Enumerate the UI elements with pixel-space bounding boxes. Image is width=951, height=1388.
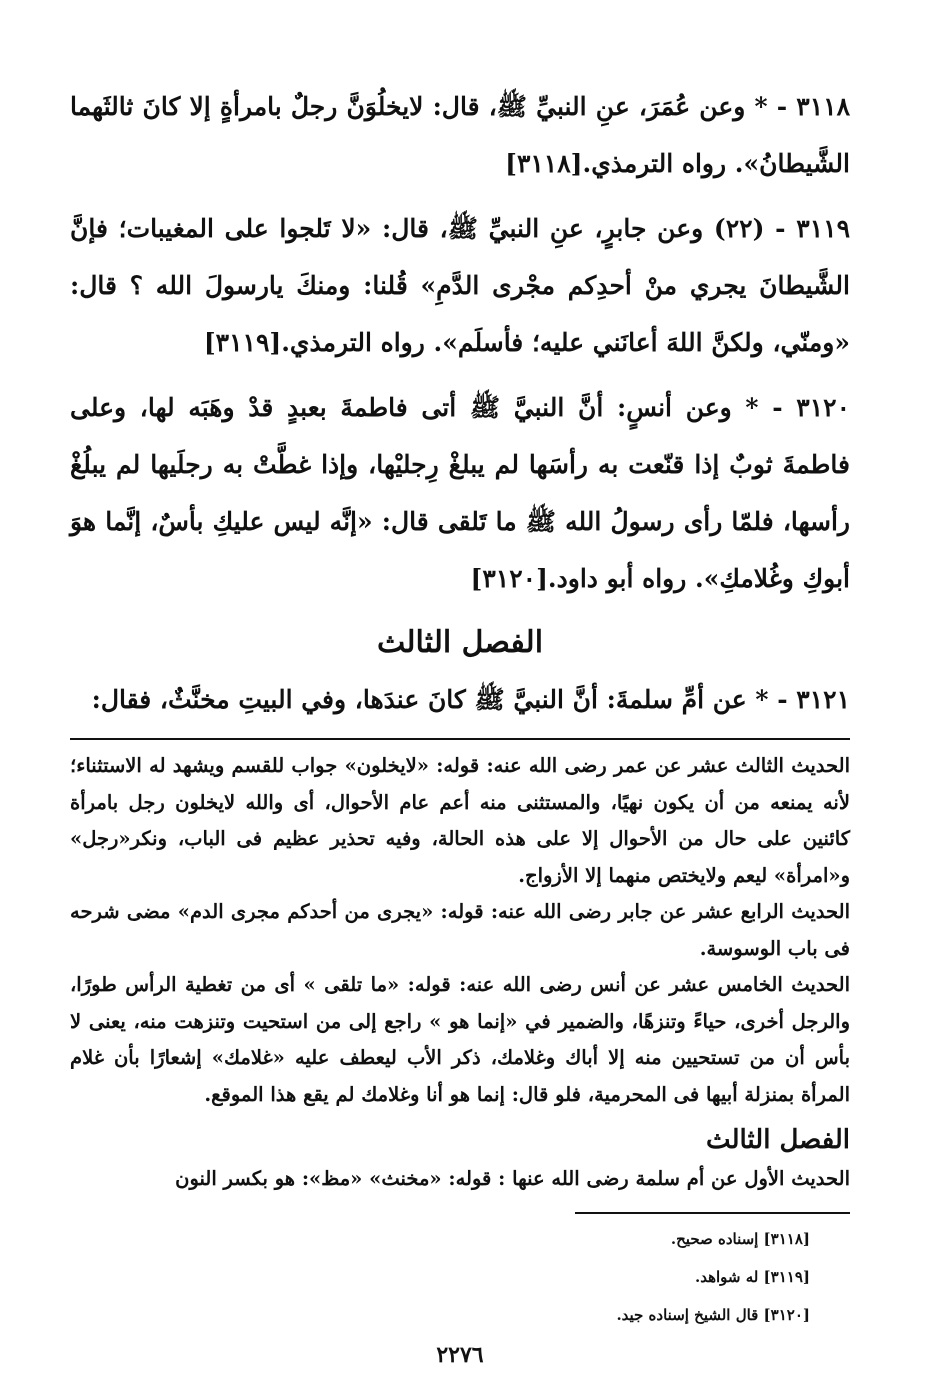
hadith-3119: ٣١١٩ - (٢٢) وعن جابرٍ، عنِ النبيِّ ﷺ، قال: «لا تَلجوا على المغيبات؛ فإنَّ الشَّيطانَ يجري منْ أحدِكم مجْرى الدَّمِ» قُلنا: ومنكَ يارسولَ الله ؟ قال: «ومنّي، ولكنَّ اللهَ أعانَني عليه؛ فأسلَم». رواه الترمذي.[٣١١٩] bbox=[70, 214, 850, 357]
section-title: الفصل الثالث bbox=[376, 625, 544, 660]
footnote-3118: [٣١١٨] إسناده صحيح. bbox=[670, 1229, 810, 1248]
footnote-divider bbox=[575, 1212, 850, 1214]
commentary-first: الحديث الأول عن أم سلمة رضى الله عنها : قوله: «مخنث» «مظ»: هو بكسر النون bbox=[175, 1167, 850, 1190]
commentary-13: الحديث الثالث عشر عن عمر رضى الله عنه: قوله: «لايخلون» جواب للقسم ويشهد له الاستثناء؛ لأنه يمنعه من أن يكون نهيًا، والمستثنى منه أعم عام الأحوال، أى والله لايخلون رجل بامرأة كائنين على حال من الأحوال إلا على هذه الحالة، وفيه تحذير عظيم فى الباب، ونكر«رجل» و«امرأة» ليعم ولايختص منهما إلا الأزواج. bbox=[70, 754, 850, 887]
commentary-section-title: الفصل الثالث bbox=[706, 1125, 850, 1155]
divider bbox=[70, 738, 850, 740]
footnote-3120: [٣١٢٠] قال الشيخ إسناده جيد. bbox=[616, 1305, 810, 1324]
commentary-15: الحديث الخامس عشر عن أنس رضى الله عنه: قوله: «ما تلقى » أى من تغطية الرأس طورًا، والرجل أخرى، حياءً وتنزهًا، والضمير في «إنما هو » راجع إلى من استحيت وتنزهت منه، يعنى لا بأس أن من تستحيين منه إلا أباك وغلامك، ذكر الأب ليعطف عليه «غلامك» إشعارًا بأن غلام المرأة بمنزلة أبيها فى المحرمية، فلو قال: إنما هو أنا وغلامك لم يقع هذا الموقع. bbox=[70, 973, 850, 1106]
hadith-3118: ٣١١٨ - * وعن عُمَرَ، عنِ النبيِّ ﷺ، قال: لايخلُوَنَّ رجلٌ بامرأةٍ إلا كانَ ثالثَهما الشَّيطانُ». رواه الترمذي.[٣١١٨] bbox=[70, 92, 850, 178]
page-number: ٢٢٧٦ bbox=[436, 1341, 484, 1368]
hadith-3121: ٣١٢١ - * عن أمِّ سلمةَ: أنَّ النبيَّ ﷺ كانَ عندَها، وفي البيتِ مخنَّثٌ، فقال: bbox=[91, 685, 850, 714]
page bbox=[70, 78, 850, 1368]
hadith-3120: ٣١٢٠ - * وعن أنسٍ: أنَّ النبيَّ ﷺ أتى فاطمةَ بعبدٍ قدْ وهَبَه لها، وعلى فاطمةَ ثوبٌ إذا قنّعت به رأسَها لم يبلغْ رِجليْها، وإذا غطَّتْ به رجلَيها لم يبلُغْ رأسها، فلمّا رأى رسولُ الله ﷺ ما تَلقى قال: «إنَّه ليس عليكِ بأسٌ، إنَّما هوَ أبوكِ وغُلامكِ». رواه أبو داود.[٣١٢٠] bbox=[70, 393, 850, 593]
footnote-3119: [٣١١٩] له شواهد. bbox=[695, 1267, 810, 1286]
commentary-14: الحديث الرابع عشر عن جابر رضى الله عنه: قوله: «يجرى من أحدكم مجرى الدم» مضى شرحه فى باب الوسوسة. bbox=[70, 900, 850, 960]
